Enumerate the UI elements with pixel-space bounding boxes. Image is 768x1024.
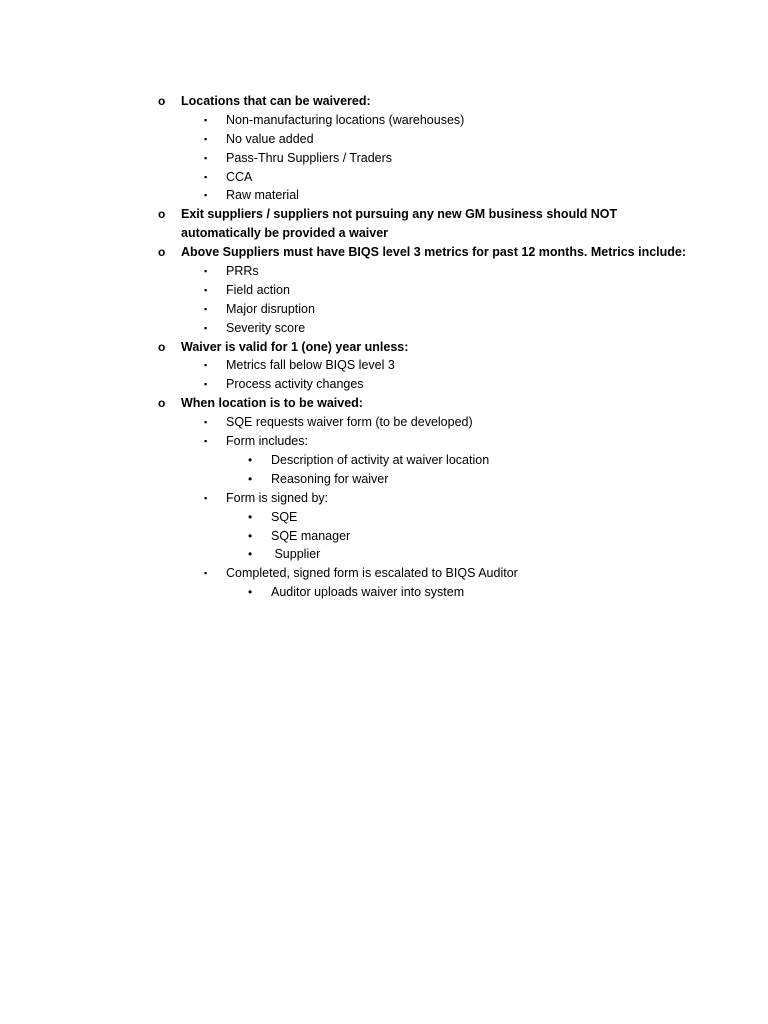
list-item <box>0 432 768 451</box>
list-item-text: Raw material <box>226 188 299 203</box>
heading-text: When location is to be waived: <box>181 396 363 411</box>
sub-list-item-text: Description of activity at waiver location <box>271 452 490 467</box>
list-item-text: PRRs <box>226 264 259 279</box>
heading-text: Locations that can be waivered: <box>181 94 371 108</box>
level3-bullet: • <box>248 528 253 543</box>
heading-text: Above Suppliers must have BIQS level 3 metrics for past 12 months. Metrics include: <box>181 245 687 260</box>
level1-bullet: o <box>158 339 166 354</box>
level2-bullet: ▪ <box>204 114 208 125</box>
section-heading <box>0 243 768 262</box>
list-item <box>0 564 768 583</box>
sub-list-item-text: Reasoning for waiver <box>271 471 389 486</box>
section-heading <box>0 394 768 413</box>
section-heading <box>0 205 768 243</box>
list-item <box>0 375 768 394</box>
document-body <box>0 92 768 602</box>
level2-bullet: ▪ <box>204 133 208 144</box>
sub-list-item-text: Auditor uploads waiver into system <box>271 585 465 600</box>
list-item-text: Field action <box>226 282 290 297</box>
list-item <box>0 130 768 149</box>
level3-bullet: • <box>248 585 253 600</box>
list-item <box>0 149 768 168</box>
list-item-text: SQE requests waiver form (to be developed) <box>226 415 473 430</box>
level1-bullet: o <box>158 94 166 108</box>
list-item <box>0 413 768 432</box>
list-item-text: Process activity changes <box>226 377 364 392</box>
list-item <box>0 281 768 300</box>
level2-bullet: ▪ <box>204 322 208 333</box>
level2-bullet: ▪ <box>204 284 208 295</box>
list-item-text: Pass-Thru Suppliers / Traders <box>226 150 393 165</box>
sub-list-item <box>0 508 768 527</box>
list-item-text: Form includes: <box>226 434 308 449</box>
level2-bullet: ▪ <box>204 171 208 182</box>
list-item-text: Form is signed by: <box>226 490 329 505</box>
list-item <box>0 356 768 375</box>
list-item <box>0 319 768 338</box>
sub-list-item <box>0 470 768 489</box>
level3-bullet: • <box>248 471 253 486</box>
sub-list-item <box>0 545 768 564</box>
level3-bullet: • <box>248 509 253 524</box>
level2-bullet: ▪ <box>204 436 208 447</box>
list-item-text: Severity score <box>226 320 306 335</box>
level2-bullet: ▪ <box>204 190 208 201</box>
level2-bullet: ▪ <box>204 568 208 579</box>
level2-bullet: ▪ <box>204 303 208 314</box>
sub-list-item <box>0 451 768 470</box>
list-item <box>0 262 768 281</box>
list-item-text: Major disruption <box>226 301 315 316</box>
section-heading <box>0 92 768 111</box>
section-heading <box>0 338 768 357</box>
level2-bullet: ▪ <box>204 360 208 371</box>
level2-bullet: ▪ <box>204 379 208 390</box>
level1-bullet: o <box>158 396 166 411</box>
sub-list-item <box>0 583 768 602</box>
list-item <box>0 168 768 187</box>
heading-text: Waiver is valid for 1 (one) year unless: <box>181 339 409 354</box>
list-item <box>0 489 768 508</box>
list-item-text: Metrics fall below BIQS level 3 <box>226 358 395 373</box>
level2-bullet: ▪ <box>204 417 208 428</box>
list-item <box>0 300 768 319</box>
level2-bullet: ▪ <box>204 152 208 163</box>
level2-bullet: ▪ <box>204 492 208 503</box>
list-item <box>0 186 768 205</box>
level2-bullet: ▪ <box>204 266 208 277</box>
sub-list-item-text: SQE <box>271 509 298 524</box>
list-item-text: Completed, signed form is escalated to BIQS Auditor <box>226 566 518 581</box>
sub-list-item-text: Supplier <box>271 547 321 562</box>
list-item <box>0 111 768 130</box>
level3-bullet: • <box>248 547 253 562</box>
sub-list-item <box>0 527 768 546</box>
sub-list-item-text: SQE manager <box>271 528 351 543</box>
level1-bullet: o <box>158 245 166 260</box>
level1-bullet: o <box>158 207 166 222</box>
list-item-text: Non-manufacturing locations (warehouses) <box>226 112 465 127</box>
list-item-text: CCA <box>226 169 253 184</box>
heading-text: Exit suppliers / suppliers not pursuing any new GM business should NOT automatically be provided a waiver <box>181 207 618 241</box>
list-item-text: No value added <box>226 131 314 146</box>
level3-bullet: • <box>248 452 253 467</box>
